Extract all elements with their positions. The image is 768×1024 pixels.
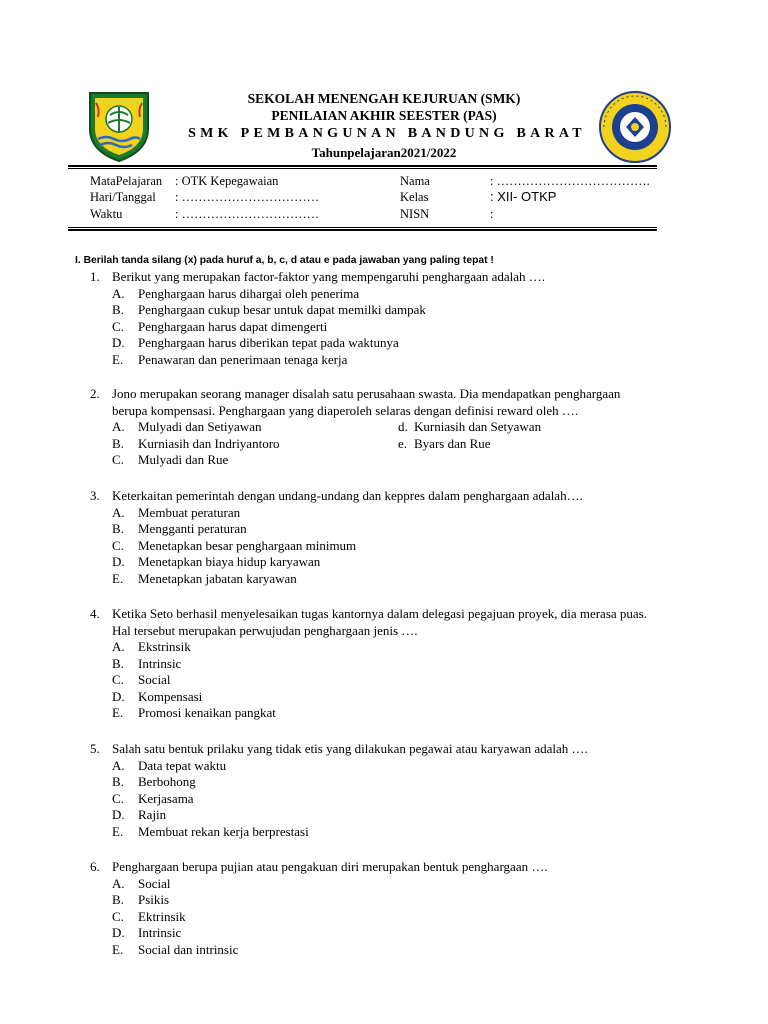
option-letter: E. xyxy=(112,351,124,367)
option-text: Mengganti peraturan xyxy=(138,521,247,536)
option-text: Menetapkan biaya hidup karyawan xyxy=(138,554,321,569)
option-text: Berbohong xyxy=(138,774,196,789)
option-text: Menetapkan jabatan karyawan xyxy=(138,570,297,586)
option-letter: A. xyxy=(112,419,125,434)
answer-option xyxy=(112,436,398,453)
answer-option xyxy=(90,807,690,824)
question-4 xyxy=(90,606,690,722)
option-text: Promosi kenaikan pangkat xyxy=(138,705,276,720)
option-text: Membuat peraturan xyxy=(138,504,241,520)
date-label: Hari/Tanggal xyxy=(90,190,156,204)
option-text: Penghargaan cukup besar untuk dapat memilki dampak xyxy=(138,302,426,317)
academic-year-heading: Tahunpelajaran2021/2022 xyxy=(311,145,457,160)
option-letter: A. xyxy=(112,504,125,520)
option-text: Kurniasih dan Setyawan xyxy=(414,419,542,434)
option-text: Ektrinsik xyxy=(138,908,186,924)
answer-option xyxy=(90,705,690,722)
option-letter: E. xyxy=(112,705,124,720)
option-text: Intrinsic xyxy=(138,925,182,940)
class-value: : XII- OTKP xyxy=(490,189,557,204)
option-letter: D. xyxy=(112,335,125,350)
answer-option xyxy=(90,452,690,469)
question-number: 3. xyxy=(90,488,100,503)
question-text-continued: Hal tersebut merupakan perwujudan penghargaan jenis …. xyxy=(112,622,418,638)
question-2 xyxy=(90,386,690,469)
answer-option xyxy=(90,286,690,303)
name-value: : ………………………………. xyxy=(490,174,650,188)
option-letter: B. xyxy=(112,435,124,451)
option-text: Penghargaan harus diberikan tepat pada waktunya xyxy=(138,335,399,350)
option-letter: E. xyxy=(112,570,124,586)
answer-option xyxy=(90,824,690,841)
option-text: Social xyxy=(138,672,171,687)
answer-option xyxy=(90,335,690,352)
option-text: Social xyxy=(138,875,171,891)
school-name-heading: SMK PEMBANGUNAN BANDUNG BARAT xyxy=(188,126,586,141)
answer-option-row xyxy=(90,436,690,453)
option-letter: B. xyxy=(112,892,124,907)
option-letter: C. xyxy=(112,672,124,687)
option-text: Data tepat waktu xyxy=(138,757,227,773)
option-text: Menetapkan besar penghargaan minimum xyxy=(138,537,357,553)
question-number: 1. xyxy=(90,269,100,284)
answer-option xyxy=(90,909,690,926)
question-text-continued: berupa kompensasi. Penghargaan yang diaperoleh selaras dengan definisi reward oleh …. xyxy=(112,402,579,418)
option-letter: C. xyxy=(112,790,124,806)
header-divider xyxy=(68,168,657,169)
question-text: Jono merupakan seorang manager disalah satu perusahaan swasta. Dia mendapatkan penghargaan xyxy=(112,386,621,401)
option-letter: e. xyxy=(398,435,408,451)
time-label: Waktu xyxy=(90,207,123,221)
option-letter: B. xyxy=(112,521,124,536)
question-text: Penghargaan berupa pujian atau pengakuan diri merupakan bentuk penghargaan …. xyxy=(112,859,548,874)
option-letter: D. xyxy=(112,925,125,940)
question-1 xyxy=(90,269,690,368)
option-text: Mulyadi dan Setiyawan xyxy=(138,419,262,434)
header-divider xyxy=(68,165,657,167)
answer-option xyxy=(90,302,690,319)
answer-option xyxy=(90,942,690,959)
answer-option xyxy=(90,352,690,369)
option-letter: A. xyxy=(112,875,125,891)
answer-option xyxy=(112,419,398,436)
question-text: Keterkaitan pemerintah dengan undang-undang dan keppres dalam penghargaan adalah…. xyxy=(112,488,583,503)
option-letter: B. xyxy=(112,774,124,789)
nisn-value: : xyxy=(490,207,494,221)
answer-option xyxy=(90,689,690,706)
option-letter: d. xyxy=(398,419,408,434)
option-letter: C. xyxy=(112,908,124,924)
option-letter: A. xyxy=(112,639,125,654)
option-letter: C. xyxy=(112,452,124,467)
option-letter: B. xyxy=(112,655,124,671)
option-text: Ekstrinsik xyxy=(138,639,191,654)
school-type-heading: SEKOLAH MENENGAH KEJURUAN (SMK) xyxy=(247,91,521,106)
class-label: Kelas xyxy=(400,190,429,204)
option-text: Penghargaan harus dapat dimengerti xyxy=(138,318,328,334)
answer-option xyxy=(90,925,690,942)
option-letter: D. xyxy=(112,688,125,704)
option-letter: E. xyxy=(112,823,124,839)
answer-option-row xyxy=(90,419,690,436)
answer-option xyxy=(90,791,690,808)
option-text: Intrinsic xyxy=(138,655,182,671)
question-number: 4. xyxy=(90,606,100,621)
exam-title-heading: PENILAIAN AKHIR SEESTER (PAS) xyxy=(271,108,497,123)
option-letter: C. xyxy=(112,318,124,334)
answer-option xyxy=(90,538,690,555)
question-number: 5. xyxy=(90,741,100,756)
question-text: Berikut yang merupakan factor-faktor yang mempengaruhi penghargaan adalah …. xyxy=(112,269,546,284)
question-number: 6. xyxy=(90,859,100,874)
question-6 xyxy=(90,859,690,958)
answer-option xyxy=(90,758,690,775)
option-text: Psikis xyxy=(138,892,170,907)
answer-option xyxy=(90,672,690,689)
option-text: Rajin xyxy=(138,807,167,822)
nisn-label: NISN xyxy=(400,207,430,221)
option-letter: D. xyxy=(112,554,125,569)
option-text: Penawaran dan penerimaan tenaga kerja xyxy=(138,351,348,367)
question-text: Ketika Seto berhasil menyelesaikan tugas kantornya dalam delegasi pegajuan proyek, dia merasa puas. xyxy=(112,606,647,621)
question-3 xyxy=(90,488,690,587)
option-letter: E. xyxy=(112,941,124,957)
time-value: : …………………………… xyxy=(175,207,320,221)
date-value: : …………………………… xyxy=(175,190,320,204)
subject-label: MataPelajaran xyxy=(90,174,163,188)
question-5 xyxy=(90,741,690,840)
name-label: Nama xyxy=(400,174,430,188)
info-divider xyxy=(68,227,657,228)
answer-option xyxy=(90,892,690,909)
info-divider xyxy=(68,229,657,231)
answer-option xyxy=(90,571,690,588)
instruction-text: I. Berilah tanda silang (x) pada huruf a, b, c, d atau e pada jawaban yang paling tepat ! xyxy=(75,255,494,266)
option-letter: A. xyxy=(112,757,125,773)
answer-option xyxy=(90,639,690,656)
question-number: 2. xyxy=(90,386,100,401)
answer-option xyxy=(90,554,690,571)
option-text: Kerjasama xyxy=(138,790,194,806)
answer-option xyxy=(90,656,690,673)
answer-option xyxy=(90,505,690,522)
option-text: Membuat rekan kerja berprestasi xyxy=(138,823,309,839)
option-text: Kompensasi xyxy=(138,688,203,704)
answer-option xyxy=(90,319,690,336)
answer-option xyxy=(90,876,690,893)
answer-option xyxy=(90,521,690,538)
option-text: Kurniasih dan Indriyantoro xyxy=(138,435,280,451)
question-text: Salah satu bentuk prilaku yang tidak etis yang dilakukan pegawai atau karyawan adalah …. xyxy=(112,741,588,756)
option-letter: A. xyxy=(112,285,125,301)
option-text: Social dan intrinsic xyxy=(138,941,239,957)
option-letter: D. xyxy=(112,807,125,822)
answer-option xyxy=(90,774,690,791)
option-text: Penghargaan harus dihargai oleh penerima xyxy=(138,285,360,301)
option-text: Byars dan Rue xyxy=(414,435,491,451)
subject-value: : OTK Kepegawaian xyxy=(175,174,279,188)
option-letter: C. xyxy=(112,537,124,553)
answer-option xyxy=(398,436,684,453)
answer-option xyxy=(398,419,684,436)
option-letter: B. xyxy=(112,302,124,317)
option-text: Mulyadi dan Rue xyxy=(138,452,229,467)
